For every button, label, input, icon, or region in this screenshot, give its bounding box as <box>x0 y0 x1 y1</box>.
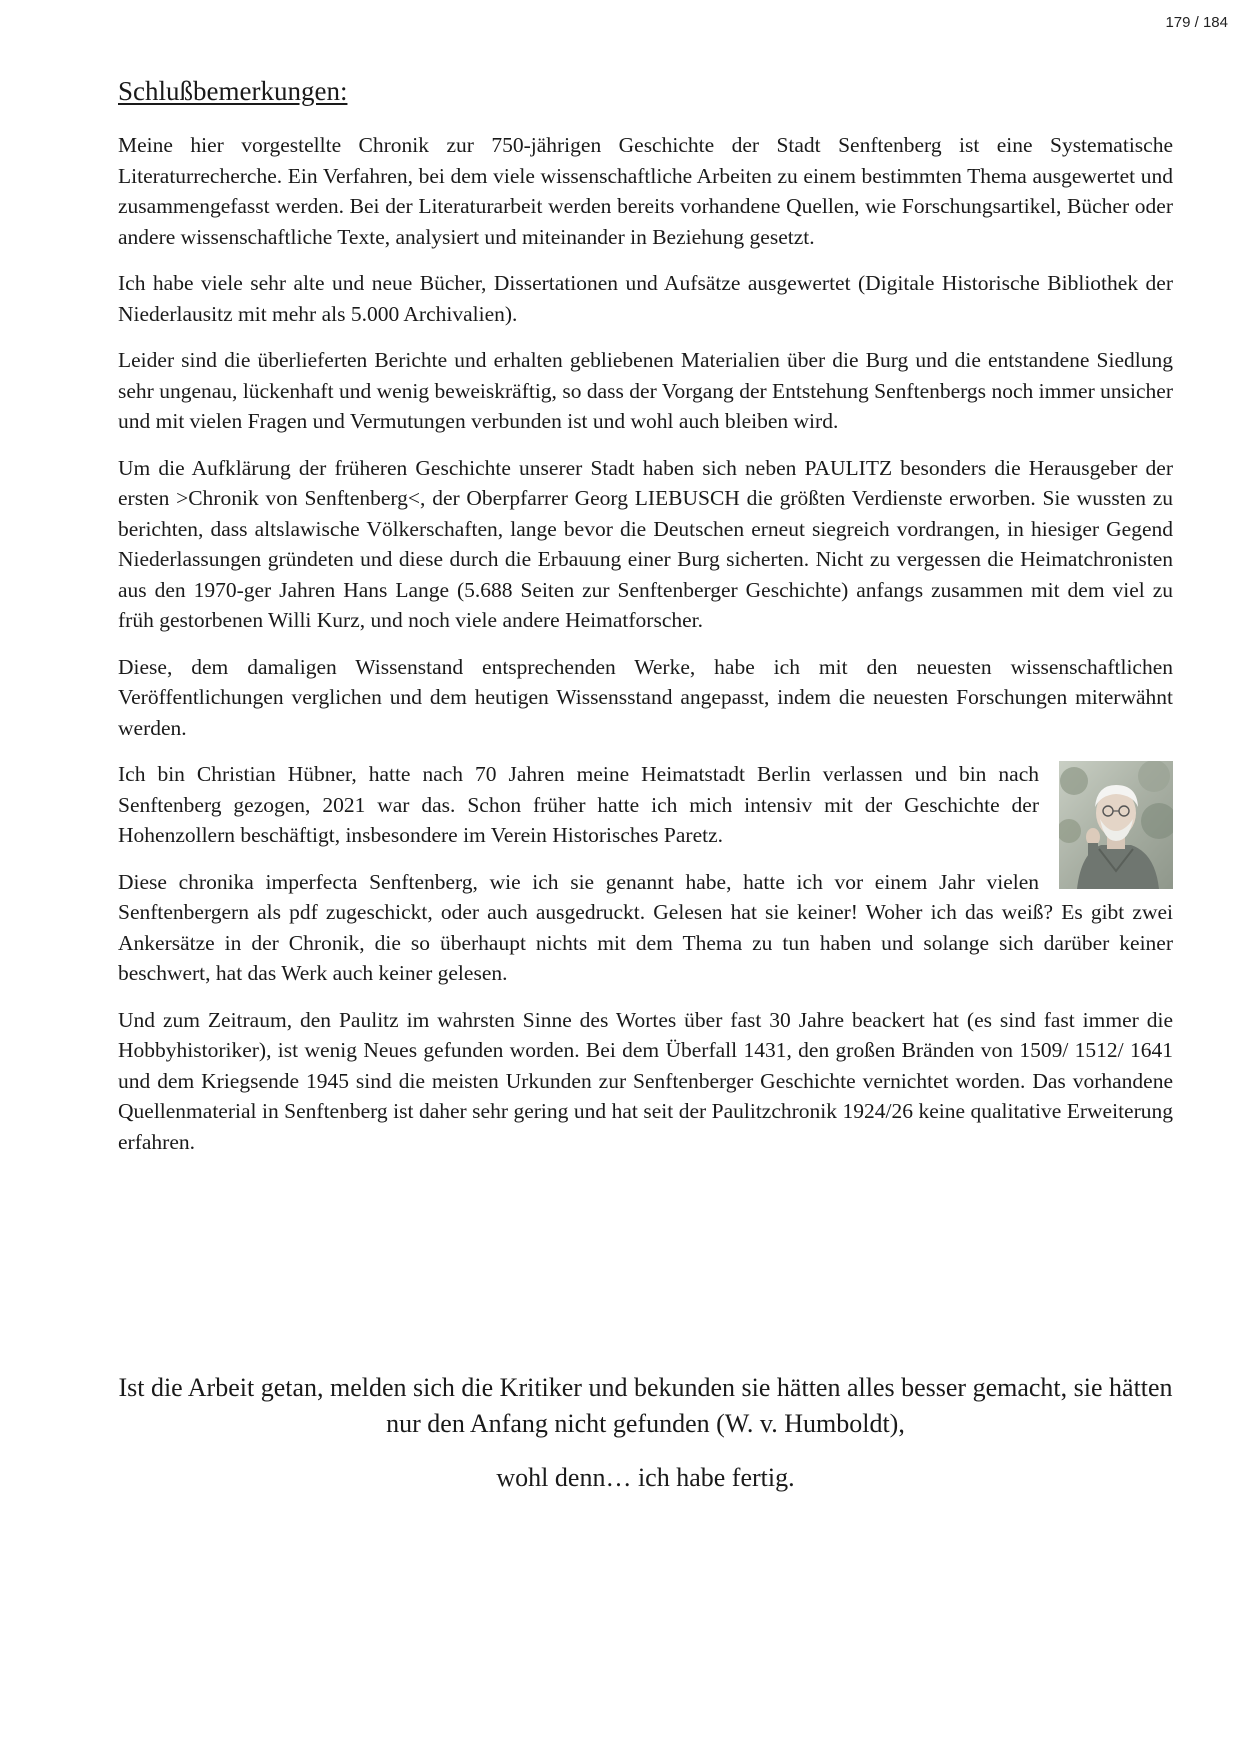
page-heading: Schlußbemerkungen: <box>118 76 348 106</box>
paragraph-method: Meine hier vorgestellte Chronik zur 750-jährigen Geschichte der Stadt Senftenberg ist eine Systematische Literaturrecherche. Ein Verfahren, bei dem viele wissenschaftliche Arbeiten zu einem bestimmten Thema ausgewertet und zusammengefasst werden. Bei der Literaturarbeit werden bereits vorhandene Quellen, wie Forschungsartikel, Bücher oder andere wissenschaftliche Texte, analysiert und miteinander in Beziehung gesetzt. <box>118 133 1173 249</box>
paragraph-historians: Um die Aufklärung der früheren Geschichte unserer Stadt haben sich neben PAULITZ besonders die Herausgeber der ersten >Chronik von Senftenberg<, der Oberpfarrer Georg LIEBUSCH die größten Verdienste erworben. Sie wussten zu berichten, dass altslawische Völkerschaften, lange bevor die Deutschen erneut siegreich vordrangen, in hiesiger Gegend Niederlassungen gründeten und diese durch die Erbauung einer Burg sicherten. Nicht zu vergessen die Heimatchronisten aus den 1970-ger Jahren Hans Lange (5.688 Seiten zur Senftenberger Geschichte) anfangs zusammen mit dem viel zu früh gestorbenen Willi Kurz, und noch viele andere Heimatforscher. <box>118 455 1173 632</box>
author-section <box>118 759 1173 989</box>
paragraph-readers: Diese chronika imperfecta Senftenberg, wie ich sie genannt habe, hatte ich vor einem Jahr vielen Senftenbergern als pdf zugeschickt, oder auch ausgedruckt. Gelesen hat sie keiner! Woher ich das weiß? Es gibt zwei Ankersätze in der Chronik, die so überhaupt nichts mit dem Thema zu tun haben und solange sich darüber keiner beschwert, hat das Werk auch keiner gelesen. <box>118 869 1173 985</box>
humboldt-quote: Ist die Arbeit getan, melden sich die Kritiker und bekunden sie hätten alles besser gemacht, sie hätten nur den Anfang nicht gefunden (W. v. Humboldt), <box>118 1373 1173 1438</box>
author-portrait-image <box>1059 761 1173 889</box>
paragraph-sources: Ich habe viele sehr alte und neue Bücher, Dissertationen und Aufsätze ausgewertet (Digitale Historische Bibliothek der Niederlausitz mit mehr als 5.000 Archivalien). <box>118 271 1173 326</box>
closing-quote-section <box>118 1370 1173 1496</box>
closing-line: wohl denn… ich habe fertig. <box>496 1463 795 1492</box>
paragraph-author: Ich bin Christian Hübner, hatte nach 70 Jahren meine Heimatstadt Berlin verlassen und bin nach Senftenberg gezogen, 2021 war das. Schon früher hatte ich mich intensiv mit der Geschichte der Hohenzollern beschäftigt, insbesondere im Verein Historisches Paretz. <box>118 762 1039 847</box>
paragraph-comparison: Diese, dem damaligen Wissenstand entsprechenden Werke, habe ich mit den neuesten wissenschaftlichen Veröffentlichungen verglichen und dem heutigen Wissensstand angepasst, indem die neuesten Forschungen miterwähnt werden. <box>118 654 1173 740</box>
page-number: 179 / 184 <box>1165 14 1228 31</box>
paragraph-uncertainty: Leider sind die überlieferten Berichte und erhalten gebliebenen Materialien über die Burg und die entstandene Siedlung sehr ungenau, lückenhaft und wenig beweiskräftig, so dass der Vorgang der Entstehung Senftenbergs noch immer unsicher und mit vielen Fragen und Vermutungen verbunden ist und wohl auch bleiben wird. <box>118 348 1173 433</box>
author-photo <box>1059 761 1173 889</box>
paragraph-period: Und zum Zeitraum, den Paulitz im wahrsten Sinne des Wortes über fast 30 Jahre beackert hat (es sind fast immer die Hobbyhistoriker), ist wenig Neues gefunden worden. Bei dem Überfall 1431, den großen Bränden von 1509/ 1512/ 1641 und dem Kriegsende 1945 sind die meisten Urkunden zur Senftenberger Geschichte vernichtet worden. Das vorhandene Quellenmaterial in Senftenberg ist daher sehr gering und hat seit der Paulitzchronik 1924/26 keine qualitative Erweiterung erfahren. <box>118 1007 1173 1154</box>
document-body <box>118 76 1173 1173</box>
